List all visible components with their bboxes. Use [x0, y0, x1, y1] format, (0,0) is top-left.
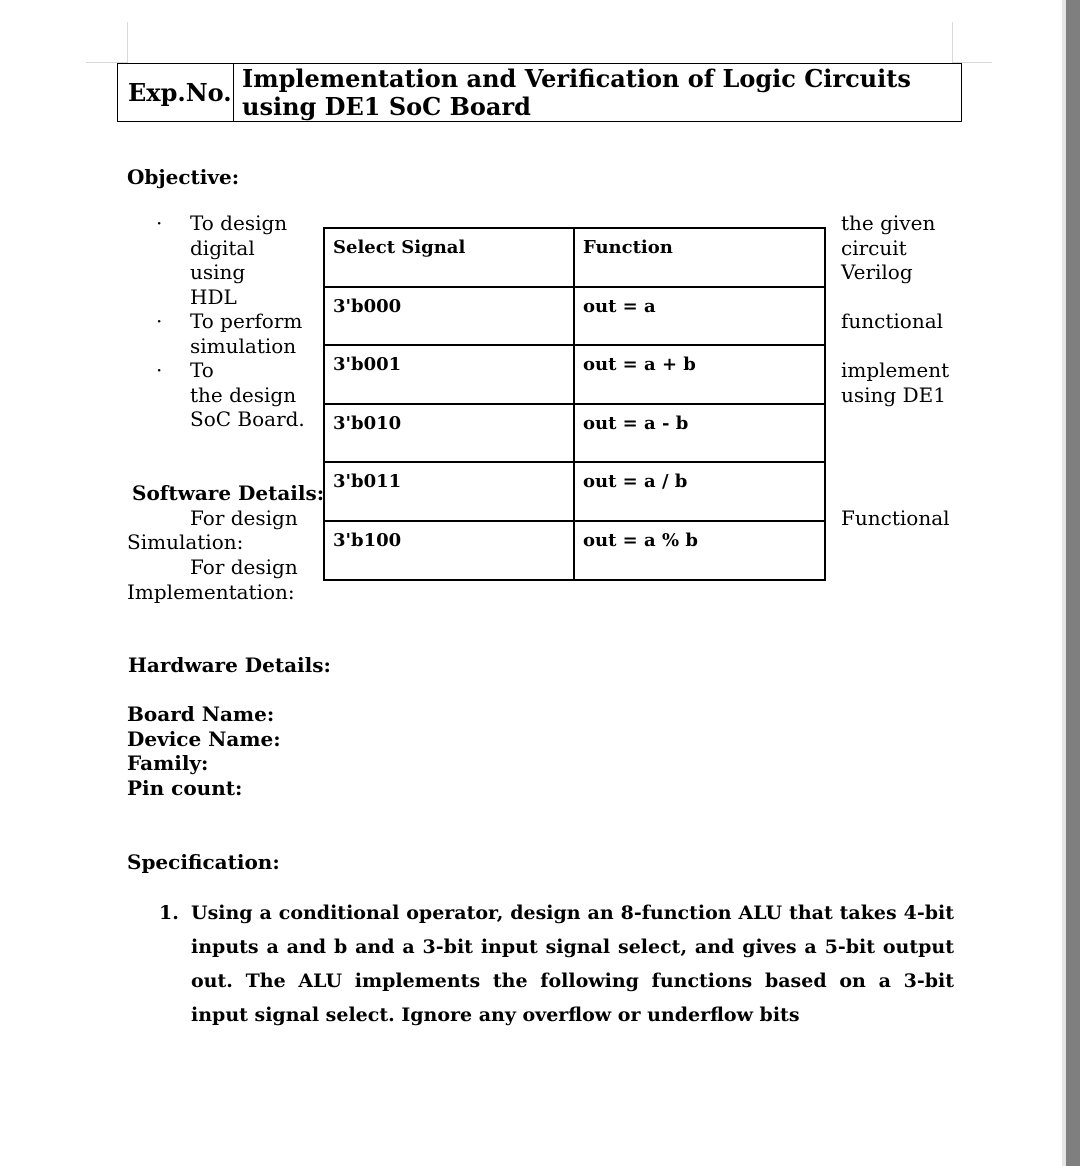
software-simulation-line1: For design — [190, 506, 298, 530]
objective-fragment: using — [190, 260, 246, 284]
specification-heading: Specification: — [127, 850, 280, 874]
specification-item — [159, 896, 954, 1032]
specification-item-number: 1. — [159, 902, 179, 924]
software-details-heading: Software Details: — [132, 481, 325, 505]
table-cell-function: out = a % b — [574, 521, 825, 580]
software-implementation-line2: Implementation: — [127, 580, 295, 604]
table-row — [324, 462, 825, 521]
table-row — [324, 404, 825, 463]
vertical-scrollbar[interactable] — [1066, 0, 1080, 1166]
objective-fragment-right: circuit — [841, 236, 907, 260]
objective-fragment-right: functional — [841, 309, 944, 333]
objective-fragment-right: the given — [841, 211, 936, 235]
bullet-1: · — [156, 211, 163, 235]
table-cell-function: out = a / b — [574, 462, 825, 521]
experiment-title: Implementation and Verification of Logic Circuits using DE1 SoC Board — [242, 63, 911, 121]
exp-no-label: Exp.No. — [118, 64, 234, 121]
hardware-field-board-name: Board Name: — [127, 702, 275, 726]
table-header-cell: Function — [574, 228, 825, 287]
experiment-header-table — [117, 63, 962, 122]
alu-function-table — [323, 227, 826, 581]
table-row — [324, 521, 825, 580]
hardware-field-pin-count: Pin count: — [127, 776, 243, 800]
table-cell-select: 3'b011 — [324, 462, 574, 521]
software-simulation-right: Functional — [841, 506, 950, 530]
table-cell-select: 3'b010 — [324, 404, 574, 463]
hardware-details-heading: Hardware Details: — [128, 653, 331, 677]
page-corner-guide-tl-v — [127, 22, 128, 64]
objective-fragment: digital — [190, 236, 255, 260]
table-cell-function: out = a - b — [574, 404, 825, 463]
objective-fragment-right: using DE1 — [841, 383, 946, 407]
objective-fragment: the design — [190, 383, 297, 407]
objective-fragment: SoC Board. — [190, 407, 305, 431]
objective-fragment-right: Verilog — [841, 260, 913, 284]
table-cell-function: out = a + b — [574, 345, 825, 404]
table-cell-select: 3'b100 — [324, 521, 574, 580]
hardware-field-device-name: Device Name: — [127, 727, 281, 751]
page-corner-guide-tr-v — [952, 22, 953, 64]
software-simulation-line2: Simulation: — [127, 530, 244, 554]
objective-fragment-right: implement — [841, 358, 950, 382]
table-row — [324, 287, 825, 346]
table-row — [324, 345, 825, 404]
table-header-row — [324, 228, 825, 287]
table-cell-function: out = a — [574, 287, 825, 346]
objective-heading: Objective: — [127, 165, 240, 189]
objective-fragment: To perform — [190, 309, 303, 333]
bullet-3: · — [156, 358, 163, 382]
table-header-cell: Select Signal — [324, 228, 574, 287]
table-cell-select: 3'b000 — [324, 287, 574, 346]
objective-fragment: To design — [190, 211, 288, 235]
hardware-field-family: Family: — [127, 751, 209, 775]
objective-fragment: To — [190, 358, 214, 382]
bullet-2: · — [156, 309, 163, 333]
objective-fragment: simulation — [190, 334, 297, 358]
software-implementation-line1: For design — [190, 555, 298, 579]
objective-fragment: HDL — [190, 285, 237, 309]
specification-item-text: Using a conditional operator, design an 8-function ALU that takes 4-bit inputs a and b and a 3-bit input signal select, and gives a 5-bit output out. The ALU implements the following functions based on a 3-bit input signal select. Ignore any overflow or underflow bits — [191, 902, 954, 1026]
table-cell-select: 3'b001 — [324, 345, 574, 404]
